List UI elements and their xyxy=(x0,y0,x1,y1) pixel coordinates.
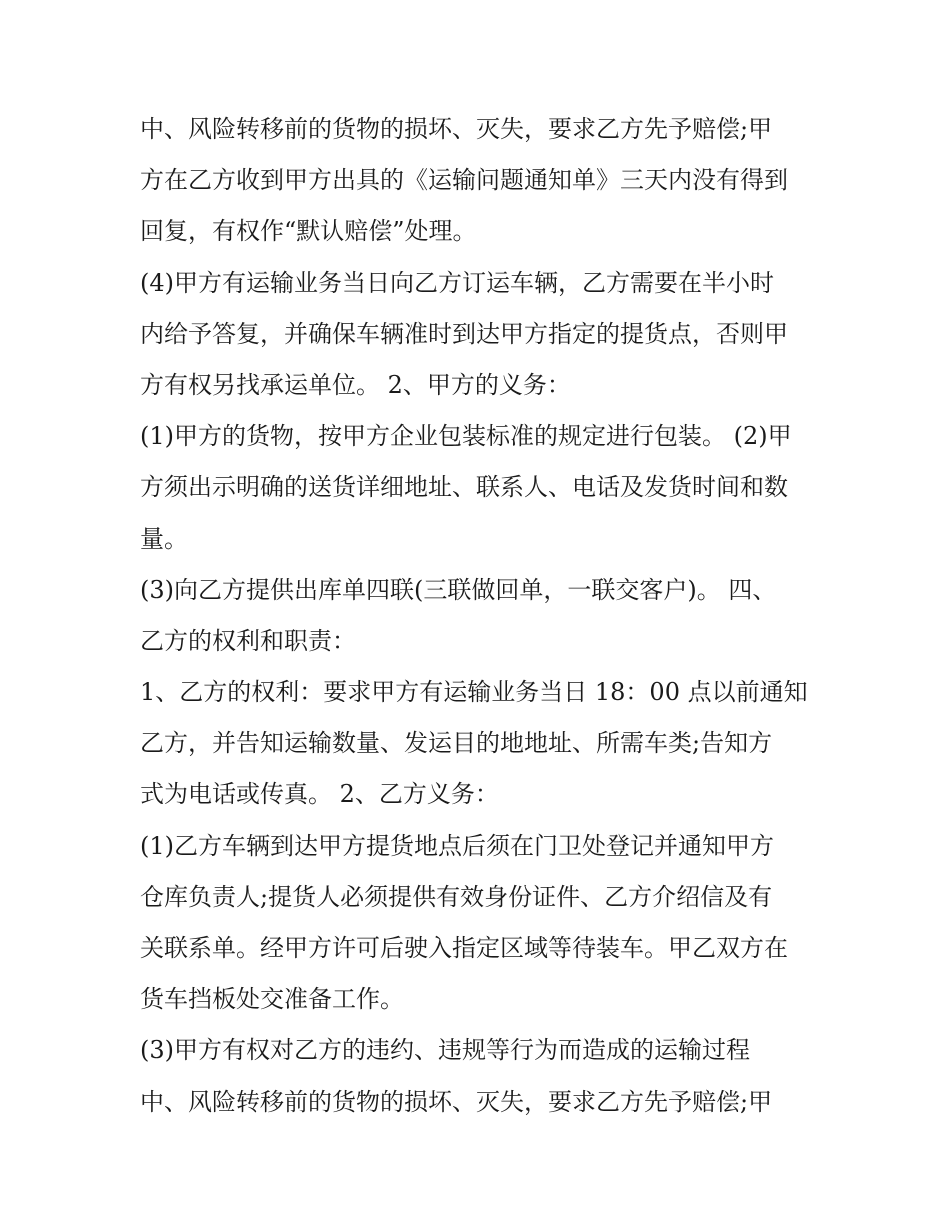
document-body xyxy=(140,104,820,1128)
text-line-1: 中、风险转移前的货物的损坏、灭失，要求乙方先予赔偿;甲 xyxy=(140,115,773,143)
text-line-11: 乙方的权利和职责： xyxy=(140,626,356,655)
text-line-7: (1)甲方的货物，按甲方企业包装标准的规定进行包装。 (2)甲 xyxy=(140,422,792,451)
text-line-13: 乙方，并告知运输数量、发运目的地地址、所需车类;告知方 xyxy=(140,729,773,758)
text-line-9: 量。 xyxy=(140,524,188,553)
text-line-19: (3)甲方有权对乙方的违约、违规等行为而造成的运输过程 xyxy=(140,1036,750,1065)
text-line-2: 方在乙方收到甲方出具的《运输问题通知单》三天内没有得到 xyxy=(140,166,788,195)
text-line-20: 中、风险转移前的货物的损坏、灭失，要求乙方先予赔偿;甲 xyxy=(140,1087,773,1116)
text-line-3: 回复，有权作“默认赔偿”处理。 xyxy=(140,217,477,246)
text-line-4: (4)甲方有运输业务当日向乙方订运车辆，乙方需要在半小时 xyxy=(140,268,774,297)
text-line-8: 方须出示明确的送货详细地址、联系人、电话及发货时间和数 xyxy=(140,473,788,502)
text-line-14: 式为电话或传真。 2、乙方义务： xyxy=(140,780,499,809)
text-line-15: (1)乙方车辆到达甲方提货地点后须在门卫处登记并通知甲方 xyxy=(140,831,774,860)
text-line-10: (3)向乙方提供出库单四联(三联做回单，一联交客户)。 四、 xyxy=(140,575,777,604)
text-line-5: 内给予答复，并确保车辆准时到达甲方指定的提货点，否则甲 xyxy=(140,319,788,348)
text-line-12: 1、乙方的权利：要求甲方有运输业务当日 18：00 点以前通知 xyxy=(140,678,808,707)
text-line-18: 货车挡板处交准备工作。 xyxy=(140,985,404,1014)
text-line-6: 方有权另找承运单位。 2、甲方的义务： xyxy=(140,370,571,399)
text-line-17: 关联系单。经甲方许可后驶入指定区域等待装车。甲乙双方在 xyxy=(140,934,788,962)
text-line-16: 仓库负责人;提货人必须提供有效身份证件、乙方介绍信及有 xyxy=(140,882,773,911)
